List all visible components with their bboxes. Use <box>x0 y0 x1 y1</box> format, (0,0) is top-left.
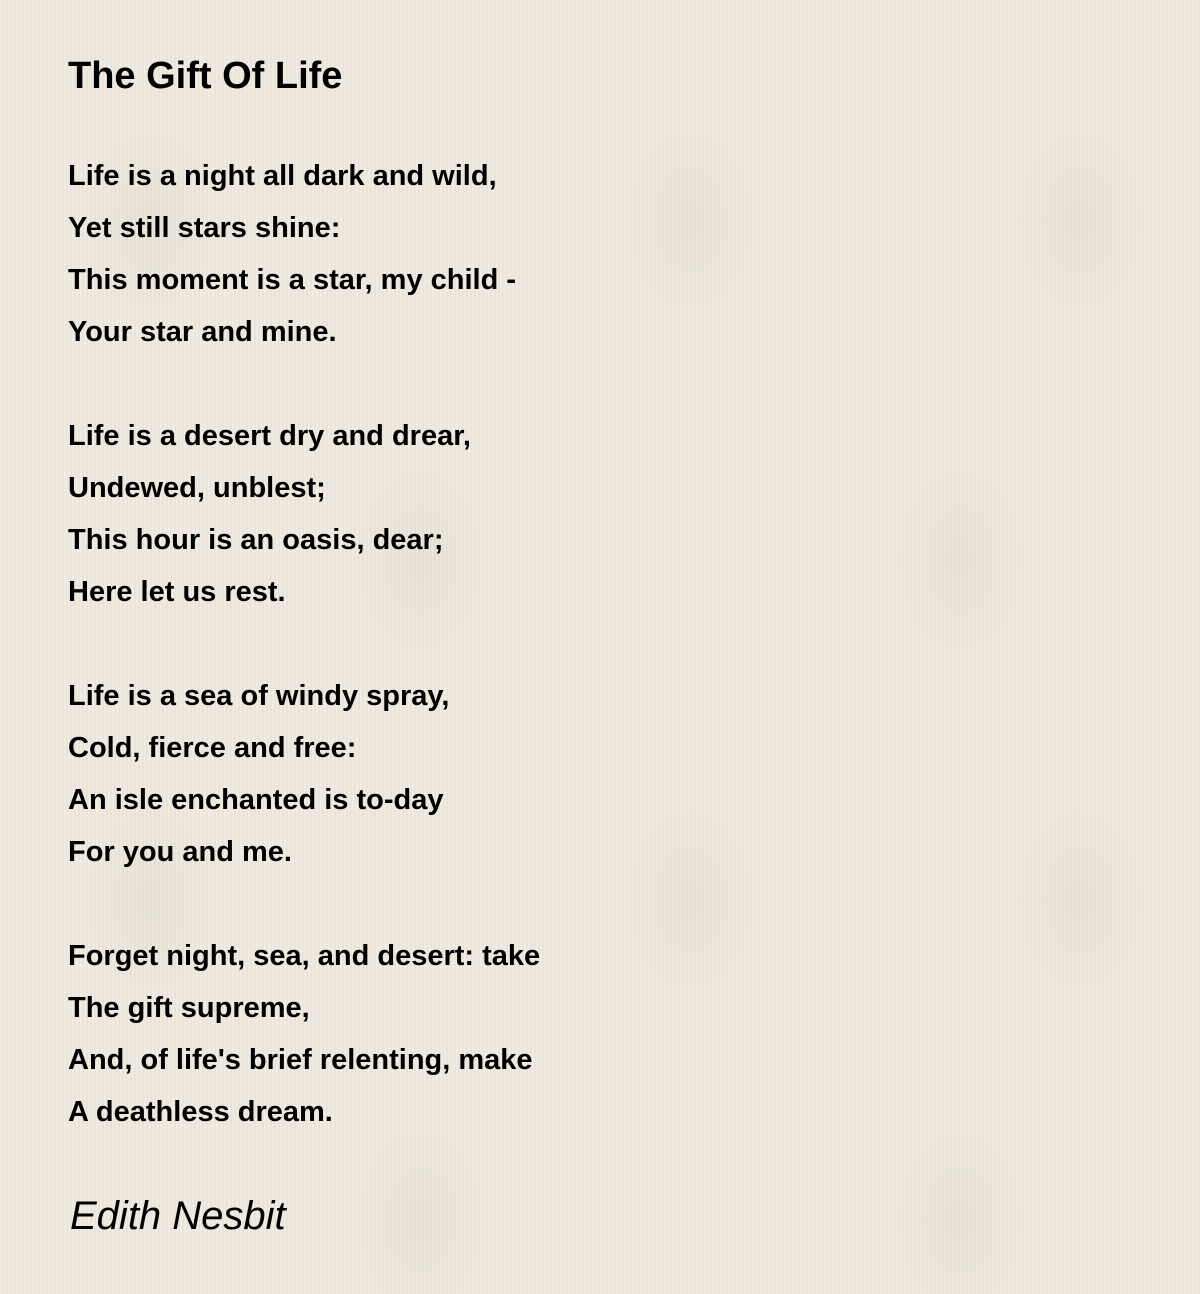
poem-line: Cold, fierce and free: <box>68 732 357 764</box>
poem-line: The gift supreme, <box>68 992 310 1024</box>
stanza-2 <box>68 410 1148 618</box>
poem-line: A deathless dream. <box>68 1096 333 1128</box>
poem-line: For you and me. <box>68 836 292 868</box>
poem-line: Forget night, sea, and desert: take <box>68 940 541 972</box>
stanza-3 <box>68 670 1148 878</box>
poem-title: The Gift Of Life <box>68 55 343 97</box>
poem-line: Here let us rest. <box>68 576 286 608</box>
poem-line: Life is a desert dry and drear, <box>68 420 471 452</box>
poem-line: This hour is an oasis, dear; <box>68 524 444 556</box>
poem-line: This moment is a star, my child - <box>68 264 517 296</box>
stanza-1 <box>68 150 1148 358</box>
poem-line: Your star and mine. <box>68 316 337 348</box>
poem-line: An isle enchanted is to-day <box>68 784 444 816</box>
poem-page <box>68 50 1148 1242</box>
poem-line: Undewed, unblest; <box>68 472 326 504</box>
poem-line: Life is a night all dark and wild, <box>68 160 497 192</box>
poem-line: And, of life's brief relenting, make <box>68 1044 533 1076</box>
poem-author: Edith Nesbit <box>70 1194 286 1238</box>
stanza-4 <box>68 930 1148 1138</box>
poem-line: Yet still stars shine: <box>68 212 341 244</box>
poem-line: Life is a sea of windy spray, <box>68 680 450 712</box>
